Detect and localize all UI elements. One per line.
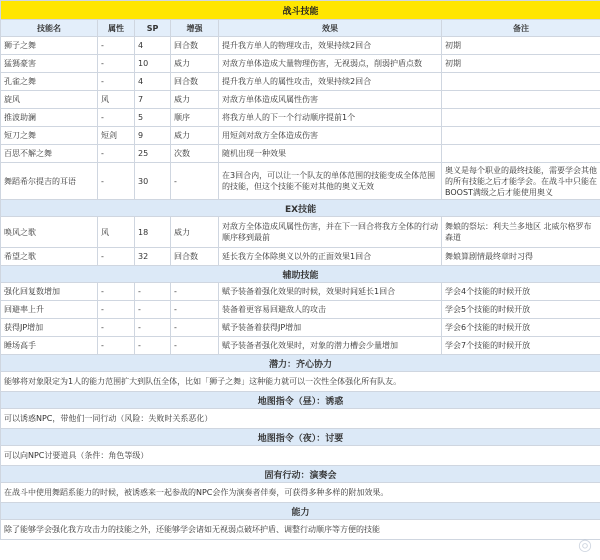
cell-effect: 用短剑对敌方全体造成伤害 [219, 127, 442, 145]
cell-attr: - [98, 301, 135, 319]
watermark-logo: ◎ [578, 535, 592, 554]
cell-note [442, 145, 600, 163]
cell-attr: - [98, 145, 135, 163]
cell-effect: 对敌方单体造成大量物理伤害，无视弱点，削弱护盾点数 [219, 55, 442, 73]
table-row [1, 248, 600, 266]
cell-name: 孔雀之舞 [1, 73, 98, 91]
cell-name: 百思不解之舞 [1, 145, 98, 163]
table-row [1, 283, 600, 301]
fixed-description: 在战斗中使用舞蹈系能力的时候，被诱惑来一起参战的NPC会作为演奏者伴奏，可获得多种多样的附加效果。 [1, 483, 600, 503]
cell-effect: 对敌方单体造成风属性伤害 [219, 91, 442, 109]
cell-sp: 7 [135, 91, 171, 109]
section-title-map-night: 地图指令（夜）：讨要 [1, 429, 600, 446]
map-night-description: 可以向NPC讨要道具（条件：角色等级） [1, 446, 600, 466]
cell-attr: 风 [98, 217, 135, 248]
cell-effect: 在3回合内，可以让一个队友的单体范围的技能变成全体范围的技能，但这个技能不能对其他的奥义无效 [219, 163, 442, 200]
cell-boost: 威力 [171, 127, 219, 145]
header-attr: 属性 [98, 20, 135, 37]
cell-sp: - [135, 337, 171, 355]
cell-attr: 风 [98, 91, 135, 109]
cell-attr: - [98, 109, 135, 127]
cell-name: 获得JP增加 [1, 319, 98, 337]
header-boost: 增强 [171, 20, 219, 37]
cell-sp: 32 [135, 248, 171, 266]
cell-effect: 装备着更容易回避敌人的攻击 [219, 301, 442, 319]
header-effect: 效果 [219, 20, 442, 37]
cell-name: 唤风之歌 [1, 217, 98, 248]
cell-boost: 威力 [171, 217, 219, 248]
cell-boost: 次数 [171, 145, 219, 163]
table-row [1, 55, 600, 73]
cell-name: 希望之歌 [1, 248, 98, 266]
cell-boost: 威力 [171, 91, 219, 109]
table-row [1, 217, 600, 248]
section-title-map-day: 地图指令（昼）：诱惑 [1, 392, 600, 409]
cell-sp: - [135, 301, 171, 319]
cell-note [442, 109, 600, 127]
cell-sp: 4 [135, 37, 171, 55]
table-row [1, 73, 600, 91]
header-name: 技能名 [1, 20, 98, 37]
cell-boost: 威力 [171, 55, 219, 73]
section-title-combat: 战斗技能 [1, 1, 600, 20]
cell-note [442, 91, 600, 109]
cell-note: 初期 [442, 37, 600, 55]
table-row [1, 337, 600, 355]
cell-effect: 赋予装备着强化效果的时候，效果时间延长1回合 [219, 283, 442, 301]
cell-attr: - [98, 55, 135, 73]
cell-boost: - [171, 283, 219, 301]
cell-sp: 9 [135, 127, 171, 145]
table-row [1, 109, 600, 127]
cell-boost: - [171, 337, 219, 355]
cell-note: 初期 [442, 55, 600, 73]
cell-effect: 对敌方全体造成风属性伤害，并在下一回合将我方全体的行动顺序移到最前 [219, 217, 442, 248]
cell-sp: - [135, 283, 171, 301]
table-row [1, 319, 600, 337]
header-sp: SP [135, 20, 171, 37]
cell-attr: - [98, 73, 135, 91]
cell-boost: 回合数 [171, 37, 219, 55]
section-title-ability: 能力 [1, 503, 600, 520]
table-row [1, 163, 600, 200]
cell-note: 学会6个技能的时候开放 [442, 319, 600, 337]
section-title-ex: EX技能 [1, 200, 600, 217]
cell-effect: 提升我方单人的物理攻击，效果持续2回合 [219, 37, 442, 55]
cell-boost: 回合数 [171, 73, 219, 91]
cell-note: 学会7个技能的时候开放 [442, 337, 600, 355]
cell-attr: - [98, 163, 135, 200]
cell-effect: 赋予装备者强化效果时，对象的潜力槽会少量增加 [219, 337, 442, 355]
cell-note: 舞娘的祭坛：利夫兰多地区 北威尔格罗布森道 [442, 217, 600, 248]
cell-effect: 随机出现一种效果 [219, 145, 442, 163]
cell-attr: 短剑 [98, 127, 135, 145]
cell-sp: 10 [135, 55, 171, 73]
table-row [1, 127, 600, 145]
cell-attr: - [98, 248, 135, 266]
cell-name: 回避率上升 [1, 301, 98, 319]
cell-note: 奥义是每个职业的最终技能，需要学会其他的所有技能之后才能学会。在战斗中只能在BOOST满级之后才能使用奥义 [442, 163, 600, 200]
cell-sp: 25 [135, 145, 171, 163]
table-row [1, 37, 600, 55]
cell-boost: - [171, 301, 219, 319]
cell-note: 学会5个技能的时候开放 [442, 301, 600, 319]
cell-effect: 赋予装备着获得JP增加 [219, 319, 442, 337]
cell-attr: - [98, 319, 135, 337]
cell-effect: 提升我方单人的属性攻击，效果持续2回合 [219, 73, 442, 91]
cell-attr: - [98, 283, 135, 301]
cell-sp: 18 [135, 217, 171, 248]
cell-note: 学会4个技能的时候开放 [442, 283, 600, 301]
table-row [1, 91, 600, 109]
cell-name: 强化回复数增加 [1, 283, 98, 301]
cell-note [442, 73, 600, 91]
map-day-description: 可以诱惑NPC，带他们一同行动（风险：失败时关系恶化） [1, 409, 600, 429]
cell-attr: - [98, 37, 135, 55]
cell-sp: 30 [135, 163, 171, 200]
cell-note [442, 127, 600, 145]
cell-sp: 5 [135, 109, 171, 127]
cell-boost: - [171, 319, 219, 337]
cell-sp: - [135, 319, 171, 337]
table-row [1, 301, 600, 319]
section-title-latent: 潜力：齐心协力 [1, 355, 600, 372]
cell-sp: 4 [135, 73, 171, 91]
cell-name: 睡场高手 [1, 337, 98, 355]
cell-boost: 回合数 [171, 248, 219, 266]
cell-effect: 将我方单人的下一个行动顺序提前1个 [219, 109, 442, 127]
cell-name: 旋风 [1, 91, 98, 109]
cell-note: 舞娘算剧情最终章时习得 [442, 248, 600, 266]
latent-description: 能够将对象限定为1人的能力范围扩大到队伍全体，比如「狮子之舞」这种能力就可以一次性全体强化所有队友。 [1, 372, 600, 392]
cell-name: 短刀之舞 [1, 127, 98, 145]
section-title-support: 辅助技能 [1, 266, 600, 283]
cell-boost: - [171, 163, 219, 200]
cell-name: 推波助澜 [1, 109, 98, 127]
table-row [1, 145, 600, 163]
cell-name: 狮子之舞 [1, 37, 98, 55]
table-header [1, 20, 600, 37]
ability-description: 除了能够学会强化我方攻击力的技能之外，还能够学会诸如无视弱点破坏护盾、调整行动顺序等方便的技能 [1, 520, 600, 540]
header-note: 备注 [442, 20, 600, 37]
cell-boost: 顺序 [171, 109, 219, 127]
cell-effect: 延长我方全体除奥义以外的正面效果1回合 [219, 248, 442, 266]
cell-name: 舞蹈希尔提吉的耳语 [1, 163, 98, 200]
cell-name: 猛獁豪害 [1, 55, 98, 73]
section-title-fixed: 固有行动：演奏会 [1, 466, 600, 483]
cell-attr: - [98, 337, 135, 355]
